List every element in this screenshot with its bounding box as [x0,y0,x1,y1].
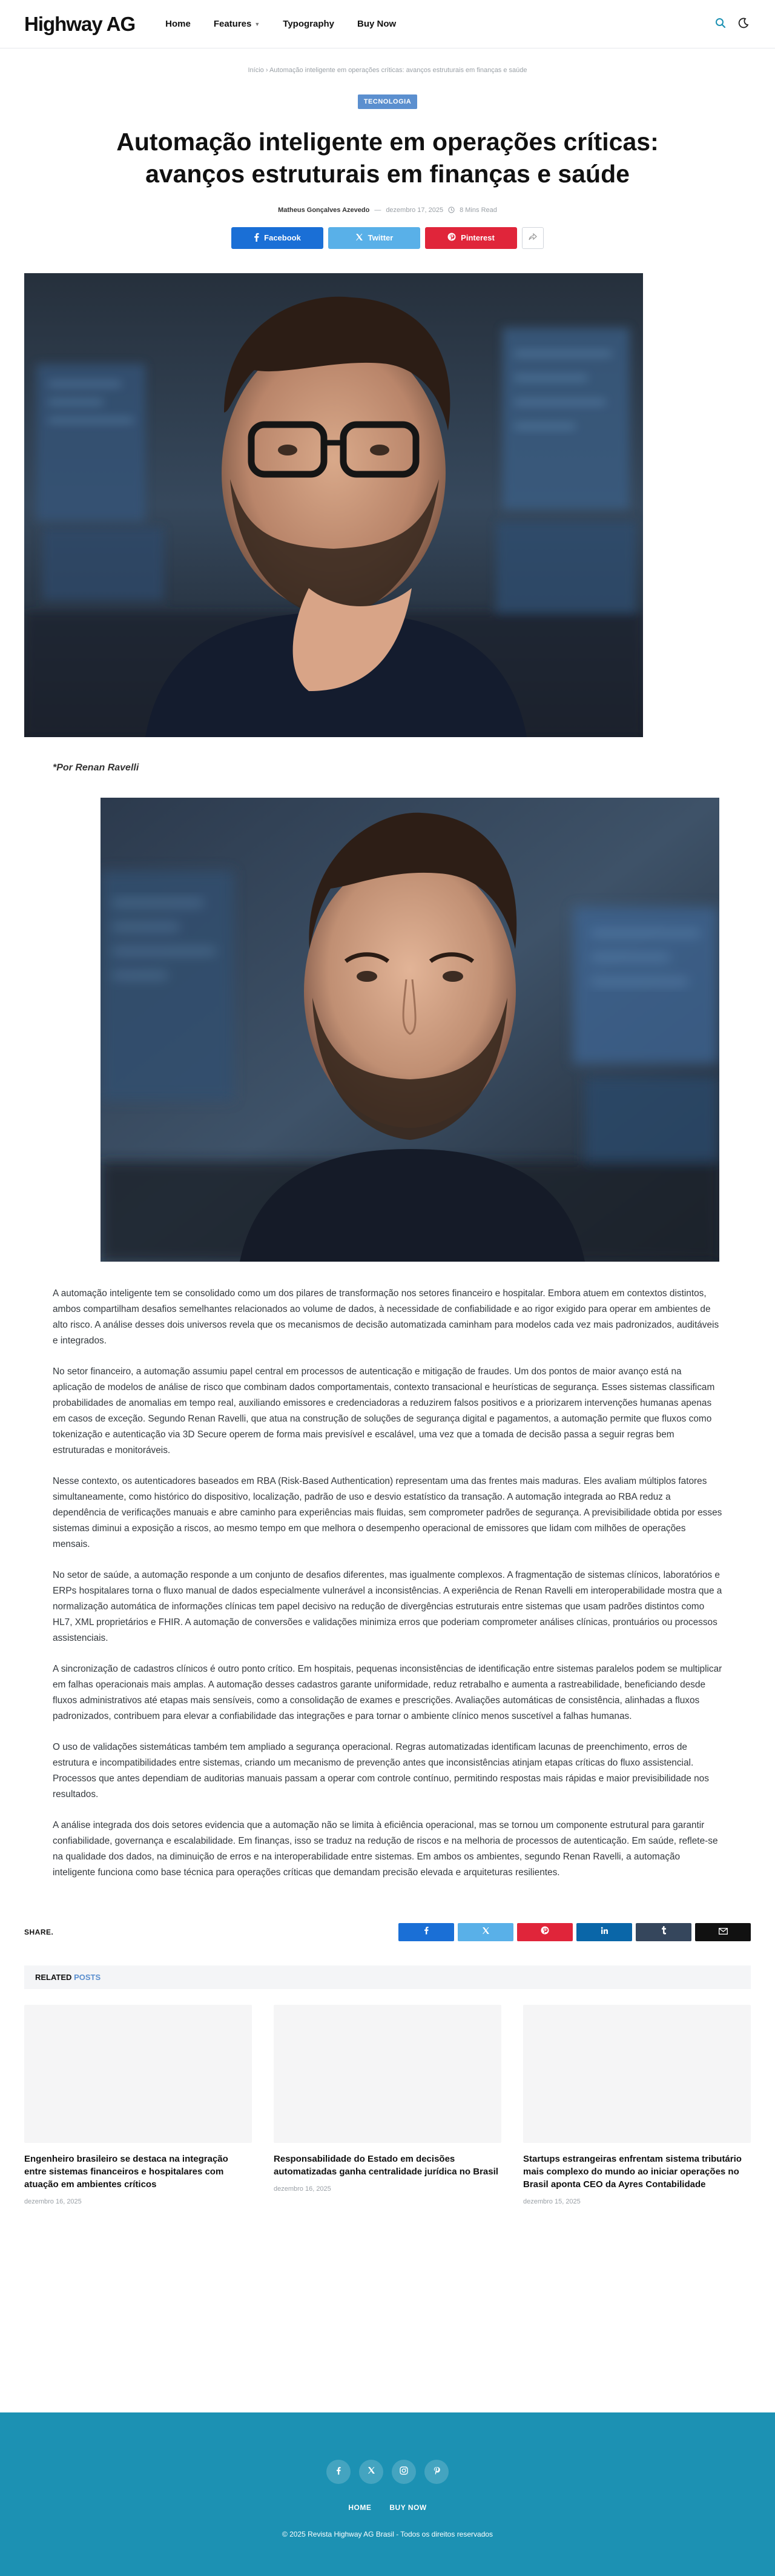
related-title[interactable]: Engenheiro brasileiro se destaca na integração entre sistemas financeiros e hospitalares com atuação em ambientes críticos [24,2153,228,2190]
article-title: Automação inteligente em operações críticas: avanços estruturais em finanças e saúde [116,128,659,188]
nav-buy-now-label: Buy Now [357,19,397,29]
pinterest-icon [541,1926,549,1938]
linkedin-icon [601,1927,608,1938]
chevron-down-icon: ▼ [254,21,260,27]
facebook-icon [336,2466,341,2478]
nav-home-label: Home [165,19,191,29]
clock-icon [448,207,455,215]
share-bottom-buttons [398,1923,751,1941]
site-logo[interactable]: Highway AG [24,12,136,35]
related-date: dezembro 16, 2025 [274,2185,331,2193]
share-facebook-label: Facebook [264,233,301,243]
share-bottom-twitter[interactable] [458,1923,513,1941]
related-date: dezembro 16, 2025 [24,2197,82,2205]
moon-icon[interactable] [737,17,751,30]
facebook-icon [254,233,259,243]
x-icon [368,2466,375,2477]
share-arrow-icon [529,233,537,242]
article-paragraph: O uso de validações sistemáticas também tem ampliado a segurança operacional. Regras automatizadas identificam lacunas de preenchimento, erros de estrutura e incompatibilidades entre sistemas, criando um mecanismo de prevenção antes que inconsistências atinjam etapas críticas do fluxo assistencial. Processos que antes dependiam de auditorias manuais passam a operar com controle contínuo, permitindo respostas mais rápidas e maior previsibilidade nos resultados. [53,1741,709,1800]
site-header [0,0,775,48]
related-thumbnail[interactable] [274,2005,501,2143]
pinterest-icon [447,233,456,243]
footer-copyright: © 2025 Revista Highway AG Brasil - Todos os direitos reservados [282,2530,493,2538]
hero-image-art [24,273,643,737]
footer-links [0,2503,775,2512]
nav-typography[interactable] [283,19,334,29]
article-byline: *Por Renan Ravelli [53,762,139,773]
author-name[interactable]: Matheus Gonçalves Azevedo [278,206,370,214]
related-title[interactable]: Responsabilidade do Estado em decisões automatizadas ganha centralidade jurídica no Brasil [274,2153,498,2177]
related-grid [24,2005,751,2205]
related-heading-prefix: RELATED [35,1972,72,1982]
article-paragraph: A automação inteligente tem se consolidado como um dos pilares de transformação nos setores financeiro e hospitalar. Embora atuem em contextos distintos, ambos compartilham desafios semelhantes relacionados ao volume de dados, à necessidade de confiabilidade e ao rigor exigido para operar em ambientes de alto risco. A análise desses dois universos revela que os mecanismos de decisão automatizada caminham para modelos cada vez mais padronizados, auditáveis e integrados. [53,1288,719,1346]
related-heading-accent: POSTS [74,1972,101,1982]
category-badge[interactable]: TECNOLOGIA [358,94,417,109]
footer-facebook-link[interactable] [326,2460,351,2484]
main-nav [165,19,396,29]
share-more-button[interactable] [522,227,544,249]
hero-image [24,273,643,737]
nav-buy-now[interactable] [357,19,396,29]
article-paragraph: No setor de saúde, a automação responde a um conjunto de desafios diferentes, mas igualmente complexos. A fragmentação de sistemas clínicos, laboratórios e ERPs hospitalares torna o fluxo manual de dados especialmente vulnerável a inconsistências. A experiência de Renan Ravelli em interoperabilidade mostra que a normalização automática de informações clínicas tem papel decisivo na redução de divergências estruturais entre sistemas que usam padrões distintos como HL7, XML proprietários e FHIR. A automação de conversões e validações minimiza erros que poderiam comprometer análises clínicas, prontuários ou processos assistenciais. [53,1569,722,1643]
twitter-icon [355,233,363,243]
pinterest-icon [433,2466,440,2478]
related-card[interactable] [24,2005,252,2205]
article-paragraph: No setor financeiro, a automação assumiu papel central em processos de autenticação e mitigação de fraudes. Um dos pontos de maior avanço está na aplicação de modelos de análise de risco que combinam dados comportamentais, contexto transacional e heurísticas de segurança. Esses sistemas classificam probabilidades de anomalias em tempo real, auxiliando emissores e credenciadoras a reduzirem falsos positivos e a priorizarem intervenções humanas apenas em casos de exceção. Segundo Renan Ravelli, que atua na construção de soluções de segurança digital e pagamentos, a automação permite que fluxos como tokenização e autenticação via 3D Secure operem de forma mais previsível e escalável, uma vez que a tomada de decisão passa a seguir regras bem estruturadas e monitoráveis. [53,1366,715,1455]
facebook-icon [424,1926,429,1938]
nav-features[interactable] [214,19,260,29]
footer-link-home[interactable]: HOME [348,2503,372,2512]
footer-link-buy-now[interactable]: BUY NOW [389,2503,427,2512]
category-wrap [0,94,775,109]
footer-x-link[interactable] [359,2460,383,2484]
related-date: dezembro 15, 2025 [523,2197,581,2205]
share-twitter-label: Twitter [368,233,394,243]
related-card[interactable] [523,2005,751,2205]
share-bottom [24,1923,751,1941]
nav-typography-label: Typography [283,19,335,29]
footer-social [0,2460,775,2484]
nav-features-label: Features [213,19,252,29]
share-pinterest-button[interactable] [425,227,517,249]
share-bottom-linkedin[interactable] [576,1923,632,1941]
meta-separator: — [374,206,381,214]
breadcrumb[interactable]: Início › Automação inteligente em operações críticas: avanços estruturais em finanças e saúde [248,67,527,74]
article-meta [0,207,775,215]
footer-instagram-link[interactable] [392,2460,416,2484]
article-body [53,1286,722,1881]
share-bottom-email[interactable] [695,1923,751,1941]
share-top [0,227,775,249]
related-posts [24,1965,751,2205]
share-facebook-button[interactable] [231,227,323,249]
site-footer [0,2412,775,2576]
share-bottom-facebook[interactable] [398,1923,454,1941]
article-paragraph: A análise integrada dos dois setores evidencia que a automação não se limita à eficiência operacional, mas se tornou um componente estrutural para garantir confiabilidade, governança e escalabilidade. Em finanças, isso se traduz na redução de riscos e na melhoria de processos de autenticação. Em saúde, reflete-se na qualidade dos dados, na diminuição de erros e na interoperabilidade entre sistemas. Em ambos os ambientes, segundo Renan Ravelli, a automação inteligente funciona como base técnica para operações críticas que demandam precisão elevada e arquiteturas resilientes. [53,1819,718,1878]
search-icon[interactable] [714,17,728,30]
twitter-icon [482,1927,490,1938]
share-label: SHARE. [24,1927,54,1936]
nav-home[interactable] [165,19,191,29]
email-icon [719,1927,728,1938]
share-bottom-tumblr[interactable] [636,1923,691,1941]
publish-date: dezembro 17, 2025 [386,206,444,214]
related-card[interactable] [274,2005,501,2205]
related-heading [24,1965,751,1989]
article-image-art [101,798,719,1262]
related-thumbnail[interactable] [24,2005,252,2143]
tumblr-icon [661,1926,667,1938]
read-time: 8 Mins Read [460,206,497,214]
article-paragraph: Nesse contexto, os autenticadores baseados em RBA (Risk-Based Authentication) representam uma das frentes mais maduras. Eles avaliam múltiplos fatores simultaneamente, como histórico do dispositivo, localização, padrão de uso e desvio estatístico da transação. A automação integrada ao RBA reduz a dependência de verificações manuais e abre caminho para experiências mais fluidas, sem comprometer padrões de segurança. A previsibilidade obtida por esses sistemas diminui a exposição a riscos, ao mesmo tempo em que melhora o desempenho operacional de emissores que lidam com milhões de operações mensais. [53,1475,722,1549]
related-thumbnail[interactable] [523,2005,751,2143]
share-pinterest-label: Pinterest [461,233,495,243]
instagram-icon [400,2466,408,2478]
related-title[interactable]: Startups estrangeiras enfrentam sistema tributário mais complexo do mundo ao iniciar operações no Brasil aponta CEO da Ayres Contabilidade [523,2153,742,2190]
share-bottom-pinterest[interactable] [517,1923,573,1941]
article-image [101,798,719,1262]
share-twitter-button[interactable] [328,227,420,249]
footer-pinterest-link[interactable] [424,2460,449,2484]
header-icons [714,17,751,30]
article-paragraph: A sincronização de cadastros clínicos é outro ponto crítico. Em hospitais, pequenas inconsistências de identificação entre sistemas paralelos podem se multiplicar em falhas operacionais mais amplas. A automação desses cadastros garante uniformidade, reduz retrabalho e aumenta a rastreabilidade, beneficiando desde fluxos administrativos até etapas mais sensíveis, como a consolidação de exames e prescrições. Avaliações automáticas de consistência, alinhadas a fluxos padronizados, contribuem para elevar a confiabilidade das integrações e para tornar o ambiente clínico menos suscetível a falhas humanas. [53,1663,722,1721]
